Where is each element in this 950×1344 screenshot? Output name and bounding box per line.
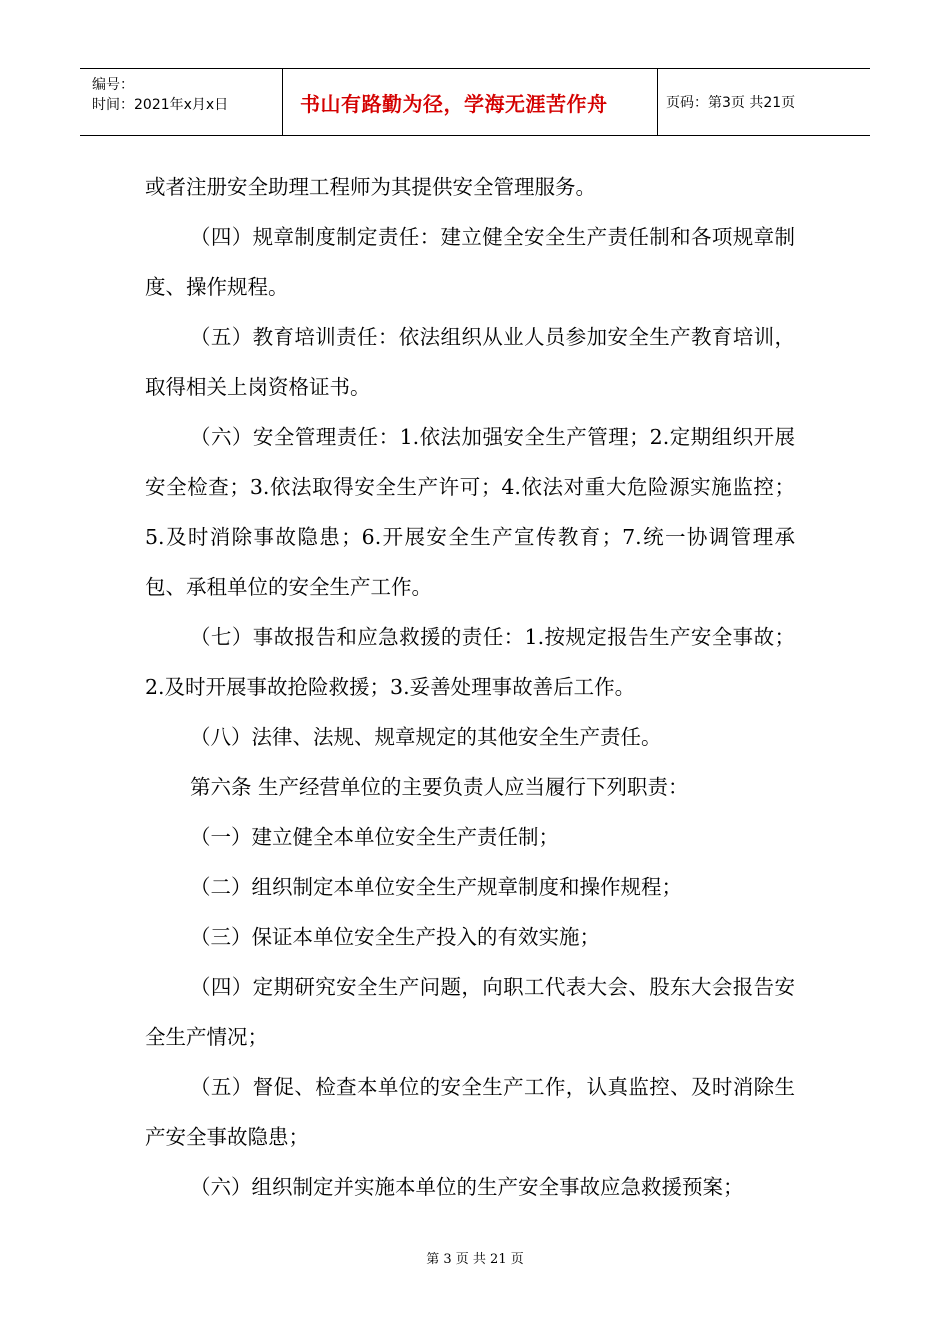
header-date-label: 时间：2021年x月x日 [92, 97, 229, 113]
paragraph: （二）组织制定本单位安全生产规章制度和操作规程； [190, 875, 682, 899]
paragraph: （三）保证本单位安全生产投入的有效实施； [190, 925, 600, 949]
paragraph: 或者注册安全助理工程师为其提供安全管理服务。 [145, 175, 596, 199]
paragraph: （六）组织制定并实施本单位的生产安全事故应急救援预案； [190, 1175, 744, 1199]
header-meta-cell [80, 69, 283, 135]
page-header [80, 68, 870, 136]
header-number-label: 编号： [92, 77, 134, 93]
paragraph: （五）督促、检查本单位的安全生产工作，认真监控、及时消除生产安全事故隐患； [145, 1075, 795, 1149]
paragraph: （五）教育培训责任：依法组织从业人员参加安全生产教育培训，取得相关上岗资格证书。 [145, 325, 795, 399]
paragraph: （七）事故报告和应急救援的责任：1.按规定报告生产安全事故；2.及时开展事故抢险救援；3.妥善处理事故善后工作。 [145, 625, 795, 699]
paragraph: （八）法律、法规、规章规定的其他安全生产责任。 [190, 725, 662, 749]
paragraph: （四）定期研究安全生产问题，向职工代表大会、股东大会报告安全生产情况； [145, 975, 795, 1049]
paragraph: （六）安全管理责任：1.依法加强安全生产管理；2.定期组织开展安全检查；3.依法取得安全生产许可；4.依法对重大危险源实施监控；5.及时消除事故隐患；6.开展安全生产宣传教育；7.统一协调管理承包、承租单位的安全生产工作。 [145, 425, 795, 599]
header-page-code: 页码：第3页 共21页 [666, 95, 796, 111]
page-footer: 第 3 页 共 21 页 [426, 1252, 524, 1267]
paragraph: （一）建立健全本单位安全生产责任制； [190, 825, 559, 849]
paragraph: （四）规章制度制定责任：建立健全安全生产责任制和各项规章制度、操作规程。 [145, 225, 795, 299]
paragraph: 第六条 生产经营单位的主要负责人应当履行下列职责： [190, 775, 689, 799]
header-motto: 书山有路勤为径，学海无涯苦作舟 [283, 69, 658, 135]
document-body [145, 162, 795, 1212]
